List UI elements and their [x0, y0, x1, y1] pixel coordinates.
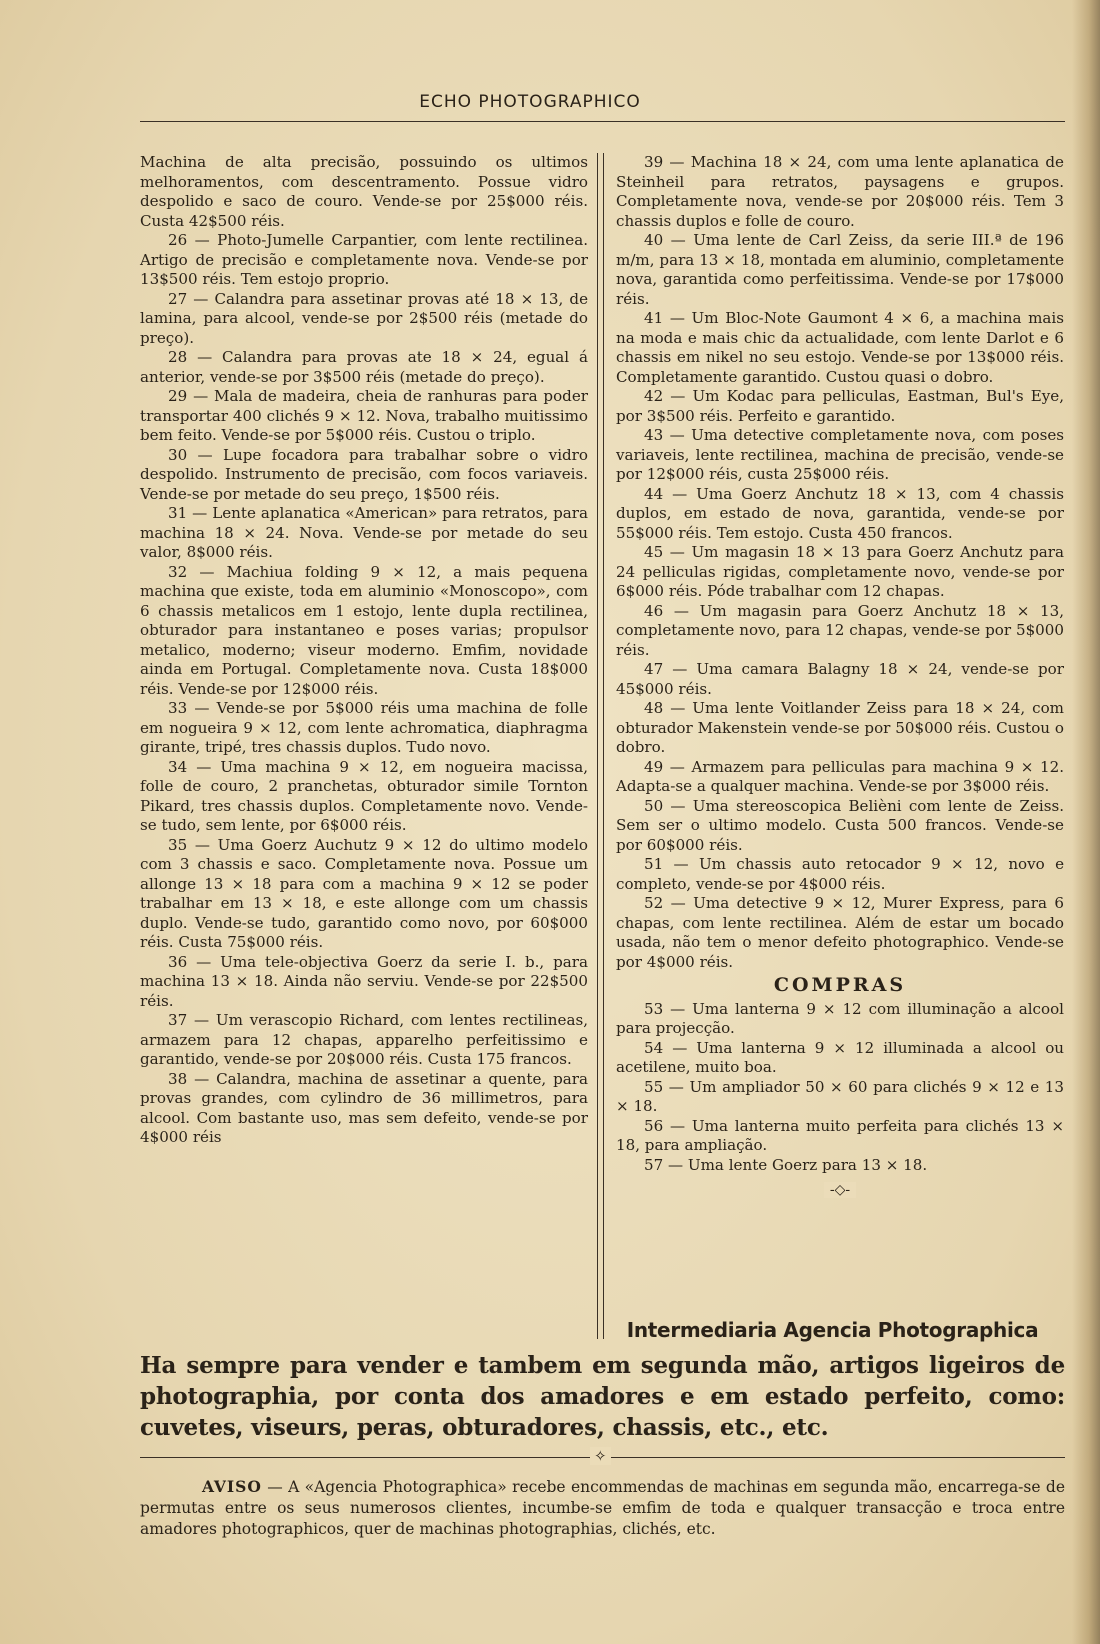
column-divider-rule [603, 153, 604, 1339]
compras-item: 54 — Uma lanterna 9 × 12 illuminada a alcool ou acetilene, muito boa. [616, 1038, 1064, 1076]
listing-item: 36 — Uma tele-objectiva Goerz da serie I. b., para machina 13 × 18. Ainda não serviu. Vende-se por 22$500 réis. [140, 952, 588, 1010]
listing-item: 48 — Uma lente Voitlander Zeiss para 18 × 24, com obturador Makenstein vende-se por 50$000 réis. Custou o dobro. [616, 699, 1064, 756]
listing-item: 32 — Machiua folding 9 × 12, a mais pequena machina que existe, toda em aluminio «Monoscopo», com 6 chassis metalicos em 1 estojo, lente dupla rectilinea, obturador para instantaneo e poses varias; propulsor metalico, moderno; viseur moderno. Emfim, novidade ainda em Portugal. Completamente nova. Custa 18$000 réis. Vende-se por 12$000 réis. [140, 562, 588, 698]
aviso-notice [140, 1476, 1065, 1540]
listing-item: 35 — Uma Goerz Auchutz 9 × 12 do ultimo modelo com 3 chassis e saco. Completamente nova. Possue um allonge 13 × 18 para com a machina 9 × 12 se poder trabalhar em 13 × 18, e este allonge com um chassis duplo. Vende-se tudo, garantido como novo, por 60$000 réis. Custa 75$000 réis. [140, 835, 588, 951]
listing-item: 29 — Mala de madeira, cheia de ranhuras para poder transportar 400 clichés 9 × 12. Nova, trabalho muitissimo bem feito. Vende-se por 5$000 réis. Custou o triplo. [140, 387, 588, 444]
listing-item: 27 — Calandra para assetinar provas até 18 × 13, de lamina, para alcool, vende-se por 2$500 réis (metade do preço). [140, 289, 588, 347]
listing-item: 33 — Vende-se por 5$000 réis uma machina de folle em nogueira 9 × 12, com lente achromatica, diaphragma girante, tripé, tres chassis duplos. Tudo novo. [140, 699, 588, 756]
listing-item: Machina de alta precisão, possuindo os ultimos melhoramentos, com descentramento. Possue vidro despolido e saco de couro. Vende-se por 25$000 réis. Custa 42$500 réis. [140, 153, 588, 230]
left-column [140, 153, 588, 1148]
listing-item: 38 — Calandra, machina de assetinar a quente, para provas grandes, com cylindro de 36 millimetros, para alcool. Com bastante uso, mas sem defeito, vende-se por 4$000 réis [140, 1069, 588, 1146]
listing-item: 40 — Uma lente de Carl Zeiss, da serie III.ª de 196 m/m, para 13 × 18, montada em aluminio, completamente nova, garantida como perfeitissima. Vende-se por 17$000 réis. [616, 231, 1064, 308]
aviso-label: AVISO [202, 1477, 262, 1496]
agency-title: Intermediaria Agencia Photographica [626, 1318, 1039, 1342]
compras-item: 53 — Uma lanterna 9 × 12 com illuminação a alcool para projecção. [616, 999, 1064, 1037]
aviso-text: — A «Agencia Photographica» recebe encommendas de machinas em segunda mão, encarrega-se de permutas entre os seus numerosos clientes, incumbe-se emfim de toda e qualquer transacção e troca entre amadores photographicos, quer de machinas photographias, clichés, etc. [140, 1478, 1065, 1538]
compras-heading: COMPRAS [773, 974, 907, 996]
listing-item: 39 — Machina 18 × 24, com uma lente aplanatica de Steinheil para retratos, paysagens e grupos. Completamente nova, vende-se por 20$000 réis. Tem 3 chassis duplos e folle de couro. [616, 153, 1064, 230]
listing-item: 31 — Lente aplanatica «American» para retratos, para machina 18 × 24. Nova. Vende-se por metade do seu valor, 8$000 réis. [140, 504, 588, 561]
page-edge-shadow [1072, 0, 1100, 1644]
listing-item: 30 — Lupe focadora para trabalhar sobre o vidro despolido. Instrumento de precisão, com focos variaveis. Vende-se por metade do seu preço, 1$500 réis. [140, 445, 588, 503]
listing-item: 43 — Uma detective completamente nova, com poses variaveis, lente rectilinea, machina de precisão, vende-se por 12$000 réis, custa 25$000 réis. [616, 426, 1064, 483]
sale-notice: Ha sempre para vender e tambem em segunda mão, artigos ligeiros de photographia, por conta dos amadores e em estado perfeito, como: cuvetes, viseurs, peras, obturadores, chassis, etc., etc. [140, 1352, 1065, 1441]
listing-item: 50 — Uma stereoscopica Belièni com lente de Zeiss. Sem ser o ultimo modelo. Custa 500 francos. Vende-se por 60$000 réis. [616, 796, 1064, 854]
compras-item: 56 — Uma lanterna muito perfeita para clichés 13 × 18, para ampliação. [616, 1116, 1064, 1154]
listing-item: 46 — Um magasin para Goerz Anchutz 18 × 13, completamente novo, para 12 chapas, vende-se por 5$000 réis. [616, 601, 1064, 659]
listing-item: 45 — Um magasin 18 × 13 para Goerz Anchutz para 24 pelliculas rigidas, completamente novo, vende-se por 6$000 réis. Póde trabalhar com 12 chapas. [616, 543, 1064, 600]
column-divider-rule [597, 153, 598, 1339]
listing-item: 34 — Uma machina 9 × 12, em nogueira macissa, folle de couro, 2 pranchetas, obturador simile Tornton Pikard, tres chassis duplos. Completamente novo. Vende-se tudo, sem lente, por 6$000 réis. [140, 757, 588, 834]
listing-item: 51 — Um chassis auto retocador 9 × 12, novo e completo, vende-se por 4$000 réis. [616, 855, 1064, 893]
right-column [616, 153, 1064, 1201]
listing-item: 52 — Uma detective 9 × 12, Murer Express, para 6 chapas, com lente rectilinea. Além de estar um bocado usada, não tem o menor defeito photographico. Vende-se por 4$000 réis. [616, 894, 1064, 971]
listing-item: 26 — Photo-Jumelle Carpantier, com lente rectilinea. Artigo de precisão e completamente nova. Vende-se por 13$500 réis. Tem estojo proprio. [140, 231, 588, 288]
listing-item: 42 — Um Kodac para pelliculas, Eastman, Bul's Eye, por 3$500 réis. Perfeito e garantido. [616, 387, 1064, 425]
listing-item: 28 — Calandra para provas ate 18 × 24, egual á anterior, vende-se por 3$500 réis (metade do preço). [140, 348, 588, 386]
ornament-mark: -◇- [824, 1182, 856, 1198]
separator-mark: ✧ [590, 1447, 611, 1465]
compras-item: 55 — Um ampliador 50 × 60 para clichés 9 × 12 e 13 × 18. [616, 1077, 1064, 1115]
section-separator [140, 1447, 1065, 1465]
listing-item: 44 — Uma Goerz Anchutz 18 × 13, com 4 chassis duplos, em estado de nova, garantida, vende-se por 55$000 réis. Tem estojo. Custa 450 francos. [616, 484, 1064, 542]
compras-item: 57 — Uma lente Goerz para 13 × 18. [644, 1155, 928, 1174]
page-header: ECHO PHOTOGRAPHICO [419, 92, 641, 112]
listing-item: 47 — Uma camara Balagny 18 × 24, vende-se por 45$000 réis. [616, 660, 1064, 698]
listing-item: 37 — Um verascopio Richard, com lentes rectilineas, armazem para 12 chapas, apparelho perfeitissimo e garantido, vende-se por 20$000 réis. Custa 175 francos. [140, 1011, 588, 1068]
ornament-divider [616, 1181, 1064, 1201]
header-rule [140, 121, 1065, 122]
listing-item: 49 — Armazem para pelliculas para machina 9 × 12. Adapta-se a qualquer machina. Vende-se por 3$000 réis. [616, 757, 1064, 795]
listing-item: 41 — Um Bloc-Note Gaumont 4 × 6, a machina mais na moda e mais chic da actualidade, com lente Darlot e 6 chassis em nikel no seu estojo. Vende-se por 13$000 réis. Completamente garantido. Custou quasi o dobro. [616, 309, 1064, 386]
